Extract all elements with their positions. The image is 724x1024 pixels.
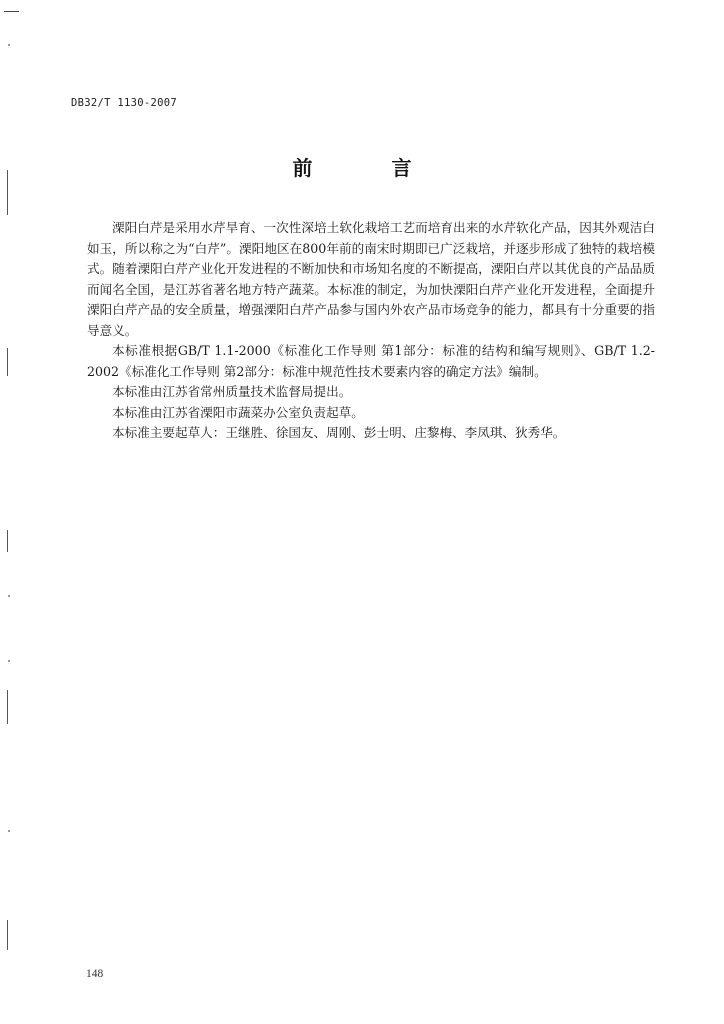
margin-line <box>7 530 8 552</box>
scan-dot <box>8 830 10 832</box>
paragraph: 本标准主要起草人：王继胜、徐国友、周刚、彭士明、庄黎梅、李凤琪、狄秀华。 <box>112 425 566 440</box>
page-number: 148 <box>86 968 104 980</box>
page-title: 前 言 <box>292 156 448 180</box>
scan-dot <box>8 660 10 662</box>
paragraph: 本标准根据GB/T 1.1-2000《标准化工作导则 第1部分：标准的结构和编写规则》、GB/T 1.2-2002《标准化工作导则 第2部分：标准中规范性技术要素内容的确定方法》编制。 <box>87 343 655 379</box>
margin-line <box>7 348 8 376</box>
foreword-body <box>87 218 655 444</box>
margin-line <box>7 690 8 724</box>
paragraph: 溧阳白芹是采用水芹旱育、一次性深培土软化栽培工艺而培育出来的水芹软化产品，因其外观洁白如玉，所以称之为“白芹”。溧阳地区在800年前的南宋时期即已广泛栽培，并逐步形成了独特的栽培模式。随着溧阳白芹产业化开发进程的不断加快和市场知名度的不断提高，溧阳白芹以其优良的产品品质而闻名全国，是江苏省著名地方特产蔬菜。本标准的制定，为加快溧阳白芹产业化开发进程，全面提升溧阳白芹产品的安全质量，增强溧阳白芹产品参与国内外农产品市场竞争的能力，都具有十分重要的指导意义。 <box>87 220 655 338</box>
standard-code: DB32/T 1130-2007 <box>71 97 177 109</box>
margin-line <box>7 920 8 950</box>
scan-mark <box>4 11 19 12</box>
scan-dot <box>8 595 10 597</box>
scan-dot <box>8 44 10 46</box>
paragraph: 本标准由江苏省溧阳市蔬菜办公室负责起草。 <box>112 404 364 420</box>
paragraph: 本标准由江苏省常州质量技术监督局提出。 <box>112 384 352 399</box>
